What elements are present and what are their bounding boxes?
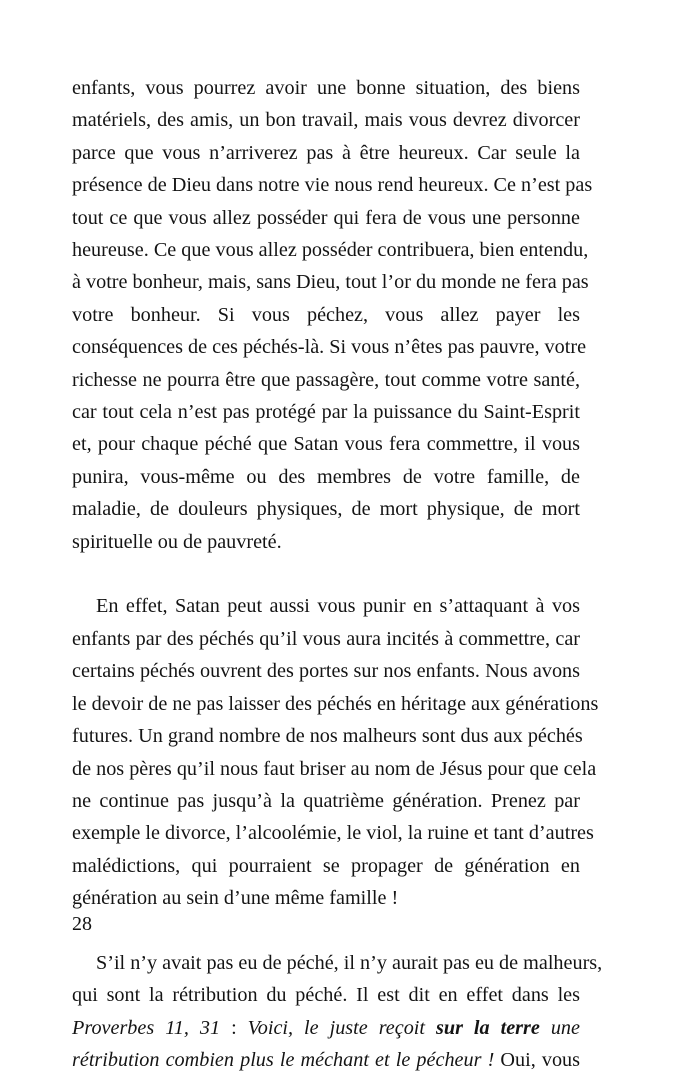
scripture-emphasis: sur la terre — [436, 1016, 540, 1039]
text-line: maladie, de douleurs physiques, de mort physique, de mort — [72, 498, 580, 521]
text-line: heureuse. Ce que vous allez posséder contribuera, bien entendu, — [72, 239, 589, 262]
text-line: présence de Dieu dans notre vie nous rend heureux. Ce n’est pas — [72, 174, 593, 197]
text-line: futures. Un grand nombre de nos malheurs sont dus aux péchés — [72, 725, 583, 748]
scripture-quote: rétribution combien plus le méchant et le pécheur ! — [72, 1049, 495, 1072]
text-line: votre bonheur. Si vous péchez, vous allez payer les — [72, 303, 580, 326]
page-number: 28 — [72, 913, 92, 935]
text-line: enfants par des péchés qu’il vous aura incités à commettre, car — [72, 627, 580, 650]
paragraph-1 — [72, 72, 593, 558]
text-line: qui sont la rétribution du péché. Il est dit en effet dans les — [72, 984, 580, 1007]
text-line: conséquences de ces péchés-là. Si vous n’êtes pas pauvre, votre — [72, 336, 587, 359]
paragraph-2 — [72, 590, 599, 914]
text-line: parce que vous n’arriverez pas à être heureux. Car seule la — [72, 141, 580, 164]
scripture-quote: une — [539, 1016, 580, 1039]
text-line-citation — [72, 1012, 580, 1044]
paragraph-gap — [72, 915, 580, 947]
text-line: à votre bonheur, mais, sans Dieu, tout l’or du monde ne fera pas — [72, 271, 589, 294]
text-line-citation — [72, 1044, 580, 1076]
text-line: de nos pères qu’il nous faut briser au nom de Jésus pour que cela — [72, 757, 597, 780]
document-page — [72, 72, 603, 1077]
text-line: matériels, des amis, un bon travail, mais vous devrez divorcer — [72, 109, 580, 132]
text-line: ne continue pas jusqu’à la quatrième génération. Prenez par — [72, 789, 580, 812]
text-line: punira, vous-même ou des membres de votre famille, de — [72, 465, 580, 488]
separator: : — [220, 1016, 248, 1039]
text-line: spirituelle ou de pauvreté. — [72, 530, 282, 553]
text-line: richesse ne pourra être que passagère, tout comme votre santé, — [72, 368, 580, 391]
scripture-quote: Voici, le juste reçoit — [247, 1016, 437, 1039]
paragraph-gap — [72, 558, 580, 590]
text-line: malédictions, qui pourraient se propager de génération en — [72, 854, 580, 877]
text-line: enfants, vous pourrez avoir une bonne situation, des biens — [72, 77, 580, 99]
scripture-reference: Proverbes 11, 31 — [72, 1016, 221, 1039]
text-line: exemple le divorce, l’alcoolémie, le viol, la ruine et tant d’autres — [72, 822, 594, 845]
text-line: car tout cela n’est pas protégé par la puissance du Saint-Esprit — [72, 401, 580, 424]
text-line: certains péchés ouvrent des portes sur nos enfants. Nous avons — [72, 660, 580, 683]
text-line: génération au sein d’une même famille ! — [72, 887, 399, 910]
paragraph-3 — [72, 947, 603, 1077]
text-tail: Oui, vous — [494, 1049, 580, 1072]
text-line: et, pour chaque péché que Satan vous fera commettre, il vous — [72, 433, 580, 456]
text-line: tout ce que vous allez posséder qui fera de vous une personne — [72, 206, 580, 229]
text-line: S’il n’y avait pas eu de péché, il n’y aurait pas eu de malheurs, — [96, 951, 603, 974]
text-line: le devoir de ne pas laisser des péchés en héritage aux générations — [72, 692, 599, 715]
text-line: En effet, Satan peut aussi vous punir en s’attaquant à vos — [96, 595, 580, 618]
